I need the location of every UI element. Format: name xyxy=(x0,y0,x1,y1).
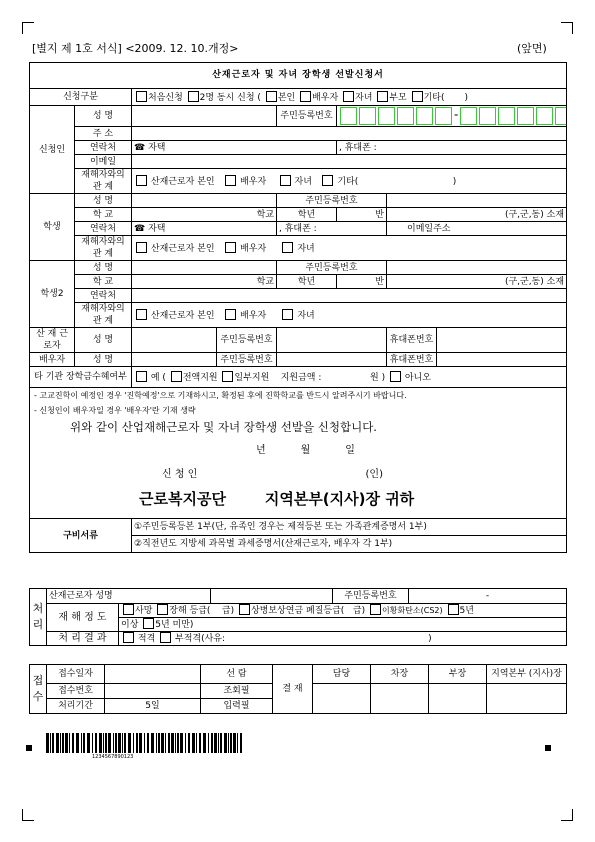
student1-email-field[interactable]: 이메일주소 xyxy=(387,222,567,236)
declaration-text: 위와 같이 산업재해근로자 및 자녀 장학생 선발을 신청합니다. xyxy=(70,420,377,434)
student1-spouse-checkbox[interactable] xyxy=(225,242,236,253)
applicant-name-label: 성 명 xyxy=(75,106,132,127)
cs2-checkbox[interactable] xyxy=(370,604,381,615)
student2-grade[interactable]: 학년 xyxy=(277,275,337,289)
self-checkbox[interactable] xyxy=(266,91,277,102)
spouse-name-field[interactable] xyxy=(132,353,217,367)
receipt-no-label: 접수번호 xyxy=(47,684,105,699)
degree-options: 사망 장해 등급( 급) 상병보상연금 폐질등급( 급) 이황화탄소(CS2) 5년 xyxy=(119,604,567,618)
form-number: [별지 제 1호 서식] <2009. 12. 10.개정> xyxy=(32,42,239,55)
declaration-block xyxy=(30,388,567,519)
applicant-address-field[interactable] xyxy=(132,127,567,141)
student1-grade[interactable]: 학년 xyxy=(277,208,337,222)
student2-child-checkbox[interactable] xyxy=(282,309,293,320)
five-years-checkbox[interactable] xyxy=(448,604,459,615)
pension-checkbox[interactable] xyxy=(239,604,250,615)
worker-mobile-label: 휴대폰번호 xyxy=(387,328,437,353)
student1-child-checkbox[interactable] xyxy=(282,242,293,253)
processing-table xyxy=(29,588,567,646)
student2-class[interactable]: 반 xyxy=(337,275,387,289)
scholar-full-checkbox[interactable] xyxy=(171,371,182,382)
other-checkbox[interactable] xyxy=(412,91,423,102)
spouse-mobile-label: 휴대폰번호 xyxy=(387,353,437,367)
student2-rrn-label: 주민등록번호 xyxy=(277,261,387,275)
left-marker xyxy=(26,745,32,751)
other-scholarship-label: 타 기관 장학금수혜여부 xyxy=(30,367,132,388)
document-2: ②직전년도 지방세 과목별 과세증명서(산재근로자, 배우자 각 1부) xyxy=(132,536,567,553)
worker-name-label: 성 명 xyxy=(75,328,132,353)
check-label: 조회필 xyxy=(201,684,273,699)
disability-checkbox[interactable] xyxy=(157,604,168,615)
under-five-checkbox[interactable] xyxy=(143,618,154,629)
student2-worker-checkbox[interactable] xyxy=(136,309,147,320)
student2-location[interactable]: (구,군,동) 소재 xyxy=(387,275,567,289)
spouse-label: 배우자 xyxy=(30,353,75,367)
applicant-name-field[interactable] xyxy=(132,106,277,127)
student1-relation-label: 재해자와의 관 계 xyxy=(75,236,132,261)
barcode xyxy=(46,733,246,759)
receipt-side-label: 접 수 xyxy=(30,665,47,714)
student2-spouse-checkbox[interactable] xyxy=(225,309,236,320)
death-checkbox[interactable] xyxy=(123,604,134,615)
receipt-table xyxy=(29,664,567,714)
student1-worker-checkbox[interactable] xyxy=(136,242,147,253)
spouse-mobile-field[interactable] xyxy=(437,353,567,367)
right-marker xyxy=(545,745,551,751)
document-1: ①주민등록등본 1부(단, 유족인 경우는 제적등본 또는 가족관계증명서 1부) xyxy=(132,519,567,536)
student2-contact-field[interactable] xyxy=(132,289,567,303)
spouse-name-label: 성 명 xyxy=(75,353,132,367)
applicant-other-checkbox[interactable] xyxy=(322,175,333,186)
student2-rrn-field[interactable] xyxy=(387,261,567,275)
processing-worker-name-label: 산재근로자 성명 xyxy=(47,589,211,604)
student2-section-label: 학생2 xyxy=(30,261,75,328)
applicant-child-checkbox[interactable] xyxy=(280,175,291,186)
processing-worker-name-field[interactable] xyxy=(211,589,333,604)
student1-relation-options: 산재근로자 본인 배우자 자녀 xyxy=(132,236,567,261)
processing-side-label: 처 리 xyxy=(30,589,47,646)
scholar-part-checkbox[interactable] xyxy=(222,371,233,382)
result-options: 적격 부적격(사유: ) xyxy=(119,632,567,646)
child-checkbox[interactable] xyxy=(343,91,354,102)
student1-name-label: 성 명 xyxy=(75,194,132,208)
sign-box-3[interactable] xyxy=(429,684,487,714)
applicant-section-label: 신청인 xyxy=(30,106,75,194)
applicant-worker-checkbox[interactable] xyxy=(136,175,147,186)
note-1: - 고교진학이 예정인 경우 '진학예정'으로 기재하시고, 확정된 후에 진학학교를 반드시 알려주시기 바랍니다. xyxy=(34,391,407,400)
approver-2: 차장 xyxy=(371,665,429,684)
note-2: - 신청인이 배우자일 경우 '배우자'란 기재 생략 xyxy=(34,406,196,415)
student2-school-field[interactable]: 학교 xyxy=(132,275,277,289)
student1-contact-label: 연락처 xyxy=(75,222,132,236)
receipt-date-field[interactable] xyxy=(105,665,201,684)
student1-section-label: 학생 xyxy=(30,194,75,261)
student2-relation-label: 재해자와의 관 계 xyxy=(75,303,132,328)
form-title: 산재근로자 및 자녀 장학생 선발신청서 xyxy=(30,63,567,89)
applicant-email-field[interactable] xyxy=(132,155,567,169)
applicant-contact-label: 연락처 xyxy=(75,141,132,155)
student2-name-label: 성 명 xyxy=(75,261,132,275)
applicant-email-label: 이메일 xyxy=(75,155,132,169)
applicant-address-label: 주 소 xyxy=(75,127,132,141)
result-label: 처 리 결 과 xyxy=(47,632,119,646)
period-label: 처리기간 xyxy=(47,699,105,714)
applicant-rrn-boxes[interactable]: - xyxy=(337,106,567,127)
student1-location[interactable]: (구,군,동) 소재 xyxy=(387,208,567,222)
applicant-relation-options: 산재근로자 본인 배우자 자녀 기타( ) xyxy=(132,169,567,194)
receipt-date-label: 접수일자 xyxy=(47,665,105,684)
apply-type-options: 처음신청 2명 동시 신청 ( 본인 배우자 자녀 부모 기타( ) xyxy=(132,89,567,106)
first-apply-checkbox[interactable] xyxy=(136,91,147,102)
spouse-checkbox[interactable] xyxy=(300,91,311,102)
application-form xyxy=(29,62,567,553)
approver-3: 부장 xyxy=(429,665,487,684)
processing-rrn-field[interactable]: - xyxy=(409,589,567,604)
approver-1: 담당 xyxy=(313,665,371,684)
eligible-checkbox[interactable] xyxy=(123,632,134,643)
date-line[interactable]: 년 월 일 xyxy=(256,445,355,456)
input-label: 입력필 xyxy=(201,699,273,714)
barcode-caption: 1234567890123 xyxy=(92,754,134,760)
student1-mobile-field[interactable]: , 휴대폰 : xyxy=(277,222,387,236)
applicant-relation-label: 재해자와의 관 계 xyxy=(75,169,132,194)
period-value: 5일 xyxy=(105,699,201,714)
approval-label: 결 재 xyxy=(273,665,313,714)
student1-name-field[interactable] xyxy=(132,194,277,208)
applicant-rrn-label: 주민등록번호 xyxy=(277,106,337,127)
documents-label: 구비서류 xyxy=(30,519,132,553)
parent-checkbox[interactable] xyxy=(377,91,388,102)
front-side-label: (앞면) xyxy=(517,42,547,55)
degree-options-2: 이상 5년 미만) xyxy=(119,618,567,632)
processing-rrn-label: 주민등록번호 xyxy=(333,589,409,604)
student1-school-field[interactable]: 학교 xyxy=(132,208,277,222)
worker-mobile-field[interactable] xyxy=(437,328,567,353)
student1-phone-field[interactable]: ☎ 자택 xyxy=(132,222,277,236)
sign-box-2[interactable] xyxy=(371,684,429,714)
signer-line[interactable]: 신 청 인 (인) xyxy=(162,469,383,480)
worker-rrn-label: 주민등록번호 xyxy=(217,328,277,353)
applicant-phone-field[interactable]: ☎ 자택 xyxy=(132,141,337,155)
student2-name-field[interactable] xyxy=(132,261,277,275)
recipient-line xyxy=(139,490,562,508)
scholar-no-checkbox[interactable] xyxy=(390,371,401,382)
worker-name-field[interactable] xyxy=(132,328,217,353)
degree-label: 재 해 정 도 xyxy=(47,604,119,632)
worker-label: 산 재 근로자 xyxy=(30,328,75,353)
ineligible-checkbox[interactable] xyxy=(160,632,171,643)
recipient-branch: 지역본부(지사)장 귀하 xyxy=(264,490,415,508)
receipt-no-field[interactable] xyxy=(105,684,201,699)
sign-box-1[interactable] xyxy=(313,684,371,714)
other-scholarship-options: 예 ( 전액지원 일부지원 지원금액 : 원 ) 아니오 xyxy=(132,367,567,388)
apply-type-label: 신청구분 xyxy=(30,89,132,106)
student1-rrn-label: 주민등록번호 xyxy=(277,194,387,208)
student2-relation-options: 산재근로자 본인 배우자 자녀 xyxy=(132,303,567,328)
student2-school-label: 학 교 xyxy=(75,275,132,289)
approver-4: 지역본부 (지사)장 xyxy=(487,665,567,684)
student1-class[interactable]: 반 xyxy=(337,208,387,222)
two-apply-checkbox[interactable] xyxy=(188,91,199,102)
sign-box-4[interactable] xyxy=(487,684,567,714)
applicant-mobile-field[interactable]: , 휴대폰 : xyxy=(337,141,567,155)
scholar-yes-checkbox[interactable] xyxy=(136,371,147,382)
student1-school-label: 학 교 xyxy=(75,208,132,222)
student1-rrn-field[interactable] xyxy=(387,194,567,208)
student2-contact-label: 연락처 xyxy=(75,289,132,303)
spouse-rrn-label: 주민등록번호 xyxy=(217,353,277,367)
spouse-rrn-field[interactable] xyxy=(277,353,387,367)
view-label: 선 람 xyxy=(201,665,273,684)
applicant-spouse-checkbox[interactable] xyxy=(225,175,236,186)
worker-rrn-field[interactable] xyxy=(277,328,387,353)
recipient-org: 근로복지공단 xyxy=(139,490,226,508)
